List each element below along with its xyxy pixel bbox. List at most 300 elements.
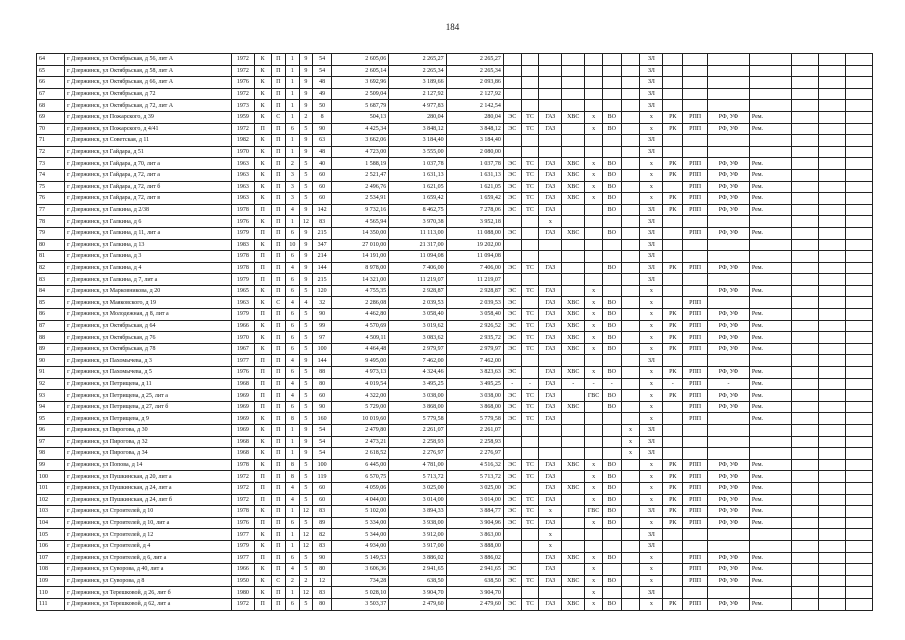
table-cell: К <box>254 587 271 599</box>
table-cell: ЭС <box>503 158 521 170</box>
table-cell <box>663 297 683 309</box>
table-cell: П <box>271 320 286 332</box>
table-cell <box>621 123 640 135</box>
table-cell: Рем. <box>749 181 791 193</box>
table-cell: 11 088,00 <box>446 227 503 239</box>
table-cell: 85 <box>37 297 65 309</box>
table-cell: ГАЗ <box>539 552 562 564</box>
table-cell: 80 <box>313 378 332 390</box>
table-cell-empty <box>845 274 872 286</box>
table-cell: 3 848,12 <box>389 123 446 135</box>
table-cell-empty <box>845 193 872 205</box>
table-cell: П <box>271 506 286 518</box>
table-cell-empty <box>818 181 845 193</box>
table-cell: П <box>254 378 271 390</box>
table-cell: П <box>271 65 286 77</box>
table-cell <box>585 251 603 263</box>
table-cell <box>708 540 750 552</box>
table-cell: 2 618,52 <box>331 448 388 460</box>
table-cell: ЭС <box>503 471 521 483</box>
table-cell: РК <box>663 169 683 181</box>
table-row <box>37 204 873 216</box>
table-cell: Рем. <box>749 552 791 564</box>
table-cell-empty <box>791 100 818 112</box>
table-cell: 5 <box>299 482 313 494</box>
table-cell: 3 606,36 <box>331 564 388 576</box>
table-row <box>37 169 873 181</box>
table-cell <box>621 193 640 205</box>
table-cell: 4 <box>286 564 300 576</box>
table-cell: 2 926,52 <box>446 320 503 332</box>
table-cell: ТС <box>521 598 539 610</box>
table-cell: ЭС <box>503 575 521 587</box>
table-cell: 7 278,06 <box>446 204 503 216</box>
table-cell: 6 <box>286 401 300 413</box>
table-cell: К <box>254 459 271 471</box>
table-cell <box>621 564 640 576</box>
table-row <box>37 529 873 541</box>
table-cell: х <box>640 575 663 587</box>
table-cell: Рем. <box>749 285 791 297</box>
table-cell: РФ, УФ <box>708 367 750 379</box>
table-cell <box>585 529 603 541</box>
table-row <box>37 471 873 483</box>
table-cell: ВО <box>602 459 621 471</box>
table-cell: 2 509,04 <box>331 88 388 100</box>
table-cell-empty <box>791 274 818 286</box>
table-cell <box>602 251 621 263</box>
table-cell <box>539 251 562 263</box>
table-cell <box>521 274 539 286</box>
table-cell <box>683 251 708 263</box>
table-cell: РФ, УФ <box>708 575 750 587</box>
table-cell: РФ, УФ <box>708 332 750 344</box>
table-row <box>37 332 873 344</box>
table-cell <box>539 135 562 147</box>
table-cell <box>749 355 791 367</box>
table-cell: С <box>271 297 286 309</box>
table-cell: 1 621,05 <box>446 181 503 193</box>
table-cell: С <box>271 111 286 123</box>
table-cell: ХВС <box>562 575 585 587</box>
table-cell: Рем. <box>749 169 791 181</box>
table-cell <box>663 540 683 552</box>
table-cell: 9 <box>299 135 313 147</box>
table-cell-empty <box>818 227 845 239</box>
table-cell-empty <box>818 575 845 587</box>
table-cell-empty <box>791 158 818 170</box>
table-cell <box>621 471 640 483</box>
table-cell: РПП <box>683 564 708 576</box>
table-row <box>37 146 873 158</box>
table-cell <box>621 598 640 610</box>
table-cell: ТС <box>521 320 539 332</box>
table-cell: 97 <box>313 332 332 344</box>
table-cell-empty <box>791 181 818 193</box>
table-cell-empty <box>818 482 845 494</box>
table-cell: 2 261,07 <box>446 425 503 437</box>
table-cell: ЗЛ <box>640 262 663 274</box>
table-cell: 3 952,18 <box>446 216 503 228</box>
table-cell <box>562 413 585 425</box>
table-cell: П <box>271 274 286 286</box>
table-cell: Рем. <box>749 494 791 506</box>
table-cell: 1 <box>286 448 300 460</box>
table-cell <box>621 401 640 413</box>
table-cell: х <box>585 471 603 483</box>
housing-register-table <box>36 53 873 611</box>
table-cell: х <box>621 448 640 460</box>
table-cell <box>663 529 683 541</box>
table-cell: П <box>271 181 286 193</box>
table-cell: г Дзержинск, ул Попова, д 14 <box>65 459 232 471</box>
table-cell: ГАЗ <box>539 598 562 610</box>
table-cell: ЭС <box>503 367 521 379</box>
table-cell: ЗЛ <box>640 204 663 216</box>
table-cell: ЗЛ <box>640 65 663 77</box>
table-cell: г Дзержинск, ул Пирогова, д 32 <box>65 436 232 448</box>
table-cell <box>749 274 791 286</box>
table-cell: 1 <box>286 111 300 123</box>
table-row <box>37 436 873 448</box>
table-cell: ВО <box>602 309 621 321</box>
table-cell: 638,50 <box>389 575 446 587</box>
table-cell: 6 <box>286 123 300 135</box>
table-cell <box>521 65 539 77</box>
table-cell: К <box>254 332 271 344</box>
table-cell <box>503 135 521 147</box>
table-cell: К <box>254 239 271 251</box>
table-cell: 3 868,00 <box>389 401 446 413</box>
table-cell: 2 039,53 <box>446 297 503 309</box>
table-row <box>37 251 873 263</box>
table-cell <box>663 575 683 587</box>
table-cell: 734,28 <box>331 575 388 587</box>
table-cell <box>602 135 621 147</box>
table-cell: - <box>602 378 621 390</box>
table-cell <box>683 239 708 251</box>
table-cell <box>562 436 585 448</box>
table-cell: ВО <box>602 204 621 216</box>
table-cell: К <box>254 320 271 332</box>
table-cell: ТС <box>521 262 539 274</box>
table-cell-empty <box>818 54 845 66</box>
table-cell <box>621 494 640 506</box>
table-cell: 3 904,70 <box>446 587 503 599</box>
table-row <box>37 297 873 309</box>
table-cell: РФ, УФ <box>708 506 750 518</box>
table-cell: 2 473,21 <box>331 436 388 448</box>
table-cell: ВО <box>602 482 621 494</box>
table-cell: 32 <box>313 297 332 309</box>
table-cell: 3 <box>286 181 300 193</box>
table-cell-empty <box>791 320 818 332</box>
table-cell <box>503 552 521 564</box>
table-cell: П <box>271 216 286 228</box>
table-cell: ГАЗ <box>539 309 562 321</box>
table-row <box>37 309 873 321</box>
table-cell: 3 058,40 <box>389 309 446 321</box>
table-cell: К <box>254 448 271 460</box>
table-cell: 1 <box>286 540 300 552</box>
table-cell <box>503 436 521 448</box>
table-cell: ЗЛ <box>640 54 663 66</box>
table-cell: РК <box>663 598 683 610</box>
table-cell: ХВС <box>562 598 585 610</box>
table-cell-empty <box>845 575 872 587</box>
table-cell: 1968 <box>231 436 254 448</box>
table-cell: РК <box>663 193 683 205</box>
table-cell: г Дзержинск, ул Октябрьская, д 76 <box>65 332 232 344</box>
table-cell: 105 <box>37 529 65 541</box>
table-cell: 2 265,27 <box>446 54 503 66</box>
table-cell: 1979 <box>231 274 254 286</box>
table-cell: 3 868,00 <box>446 401 503 413</box>
table-cell: 5 <box>299 285 313 297</box>
table-cell: 2 <box>286 575 300 587</box>
table-cell: 5 <box>299 320 313 332</box>
table-cell: Рем. <box>749 564 791 576</box>
table-cell: 80 <box>313 564 332 576</box>
table-cell-empty <box>818 494 845 506</box>
table-cell: 90 <box>313 123 332 135</box>
table-cell: 1978 <box>231 251 254 263</box>
table-cell: 5 344,00 <box>331 529 388 541</box>
table-cell <box>708 77 750 89</box>
table-cell: ЭС <box>503 506 521 518</box>
table-cell: ЭС <box>503 262 521 274</box>
table-cell: РПП <box>683 598 708 610</box>
table-cell-empty <box>791 506 818 518</box>
table-cell <box>562 54 585 66</box>
table-cell: 5 <box>299 181 313 193</box>
table-cell: г Дзержинск, ул Галкина, д 2/38 <box>65 204 232 216</box>
table-cell: П <box>271 482 286 494</box>
table-cell: 1 037,78 <box>389 158 446 170</box>
table-cell: П <box>271 285 286 297</box>
table-cell: ВО <box>602 575 621 587</box>
table-cell: 2 496,76 <box>331 181 388 193</box>
table-cell: ХВС <box>562 193 585 205</box>
table-cell: х <box>585 517 603 529</box>
table-cell: 8 462,75 <box>389 204 446 216</box>
table-cell-empty <box>818 65 845 77</box>
table-cell: РК <box>663 158 683 170</box>
table-cell <box>562 448 585 460</box>
table-cell-empty <box>845 413 872 425</box>
table-cell: РПП <box>683 552 708 564</box>
table-cell-empty <box>791 425 818 437</box>
table-cell: г Дзержинск, ул Суворова, д 40, лит а <box>65 564 232 576</box>
table-cell: ЗЛ <box>640 425 663 437</box>
table-cell: 70 <box>37 123 65 135</box>
table-cell: РФ, УФ <box>708 459 750 471</box>
table-cell-empty <box>845 111 872 123</box>
table-cell <box>602 529 621 541</box>
table-cell: РПП <box>683 111 708 123</box>
table-cell-empty <box>818 77 845 89</box>
table-cell: 110 <box>37 587 65 599</box>
table-cell: 60 <box>313 482 332 494</box>
table-cell: 5 <box>299 367 313 379</box>
table-cell <box>621 100 640 112</box>
table-cell: 1 631,13 <box>446 169 503 181</box>
table-cell-empty <box>791 193 818 205</box>
table-cell: РФ, УФ <box>708 482 750 494</box>
table-cell: 2 979,97 <box>389 343 446 355</box>
table-cell: ВО <box>602 297 621 309</box>
table-cell-empty <box>845 227 872 239</box>
table-cell: 9 <box>299 251 313 263</box>
table-cell <box>663 227 683 239</box>
table-cell <box>585 216 603 228</box>
table-cell: х <box>640 413 663 425</box>
table-cell: г Дзержинск, ул Пахомычева, д 5 <box>65 367 232 379</box>
table-cell <box>621 227 640 239</box>
table-cell <box>585 135 603 147</box>
table-cell: х <box>640 390 663 402</box>
table-cell: ЭС <box>503 309 521 321</box>
table-cell: г Дзержинск, ул Октябрьская, д 64 <box>65 320 232 332</box>
table-cell <box>708 529 750 541</box>
table-cell: 3 <box>286 193 300 205</box>
table-cell: х <box>539 506 562 518</box>
table-cell <box>683 77 708 89</box>
table-cell: 5 <box>299 332 313 344</box>
table-cell <box>708 251 750 263</box>
table-cell: П <box>254 123 271 135</box>
table-cell: 2 258,93 <box>389 436 446 448</box>
table-row <box>37 367 873 379</box>
table-cell-empty <box>845 251 872 263</box>
table-row <box>37 390 873 402</box>
table-cell: ЭС <box>503 181 521 193</box>
table-cell: 5 <box>299 309 313 321</box>
table-cell: 107 <box>37 552 65 564</box>
table-cell <box>708 88 750 100</box>
table-cell: ВО <box>602 506 621 518</box>
table-cell: 100 <box>37 471 65 483</box>
table-cell <box>562 529 585 541</box>
table-cell-empty <box>791 239 818 251</box>
table-cell <box>585 401 603 413</box>
table-cell: 5 334,00 <box>331 517 388 529</box>
table-cell-empty <box>845 448 872 460</box>
table-cell <box>602 54 621 66</box>
table-cell: 1 <box>286 100 300 112</box>
table-cell: 48 <box>313 77 332 89</box>
table-cell <box>663 65 683 77</box>
table-cell: 3 184,40 <box>446 135 503 147</box>
table-cell <box>521 135 539 147</box>
table-cell: ХВС <box>562 459 585 471</box>
table-cell <box>749 216 791 228</box>
table-cell: РК <box>663 494 683 506</box>
table-cell <box>621 367 640 379</box>
table-cell <box>621 239 640 251</box>
table-cell: П <box>271 309 286 321</box>
table-cell: 3 019,62 <box>389 320 446 332</box>
table-cell <box>621 552 640 564</box>
table-cell: РК <box>663 320 683 332</box>
table-cell: 504,13 <box>331 111 388 123</box>
table-cell <box>621 146 640 158</box>
table-cell-empty <box>791 529 818 541</box>
table-cell: х <box>585 169 603 181</box>
table-cell: Рем. <box>749 413 791 425</box>
table-row <box>37 227 873 239</box>
table-cell: 11 219,07 <box>389 274 446 286</box>
table-cell: 3 555,00 <box>389 146 446 158</box>
table-cell <box>585 204 603 216</box>
table-cell <box>585 540 603 552</box>
table-cell: 2 521,47 <box>331 169 388 181</box>
table-cell: Рем. <box>749 158 791 170</box>
table-cell: К <box>254 529 271 541</box>
table-cell: 27 010,00 <box>331 239 388 251</box>
table-cell: 8 <box>286 413 300 425</box>
table-cell: 1972 <box>231 471 254 483</box>
table-cell: х <box>585 332 603 344</box>
table-cell: 6 <box>286 274 300 286</box>
table-cell: 4 464,48 <box>331 343 388 355</box>
table-cell: Рем. <box>749 401 791 413</box>
table-cell <box>562 274 585 286</box>
table-cell: 4 934,00 <box>331 540 388 552</box>
table-row <box>37 459 873 471</box>
table-cell <box>621 216 640 228</box>
table-cell: П <box>271 367 286 379</box>
table-cell <box>683 448 708 460</box>
table-cell: 2 928,87 <box>389 285 446 297</box>
table-cell <box>663 181 683 193</box>
table-cell: РПП <box>683 459 708 471</box>
table-cell: 4 723,00 <box>331 146 388 158</box>
table-cell: 4 973,13 <box>331 367 388 379</box>
table-cell: 3 014,00 <box>446 494 503 506</box>
table-cell: ВО <box>602 367 621 379</box>
table-cell-empty <box>791 227 818 239</box>
table-cell-empty <box>818 111 845 123</box>
table-cell: РПП <box>683 506 708 518</box>
table-cell: К <box>254 65 271 77</box>
table-cell: 3 970,38 <box>389 216 446 228</box>
table-cell: ЗЛ <box>640 216 663 228</box>
table-cell: ЗЛ <box>640 436 663 448</box>
table-cell: ЭС <box>503 227 521 239</box>
table-cell: г Дзержинск, ул Пирогова, д 30 <box>65 425 232 437</box>
table-cell: 1 <box>286 587 300 599</box>
table-cell <box>562 77 585 89</box>
table-cell: 54 <box>313 436 332 448</box>
table-cell: 3 495,25 <box>389 378 446 390</box>
table-cell: 3 904,70 <box>389 587 446 599</box>
table-cell-empty <box>818 262 845 274</box>
table-cell: РК <box>663 367 683 379</box>
table-cell: 144 <box>313 262 332 274</box>
table-cell <box>521 448 539 460</box>
table-cell: 82 <box>37 262 65 274</box>
table-cell: 1950 <box>231 575 254 587</box>
table-cell-empty <box>845 262 872 274</box>
table-cell: РПП <box>683 193 708 205</box>
table-cell: 2 276,97 <box>446 448 503 460</box>
table-cell: ЗЛ <box>640 227 663 239</box>
table-cell: П <box>254 401 271 413</box>
table-cell: 5 779,58 <box>446 413 503 425</box>
table-cell: 82 <box>313 529 332 541</box>
table-cell: РК <box>663 309 683 321</box>
